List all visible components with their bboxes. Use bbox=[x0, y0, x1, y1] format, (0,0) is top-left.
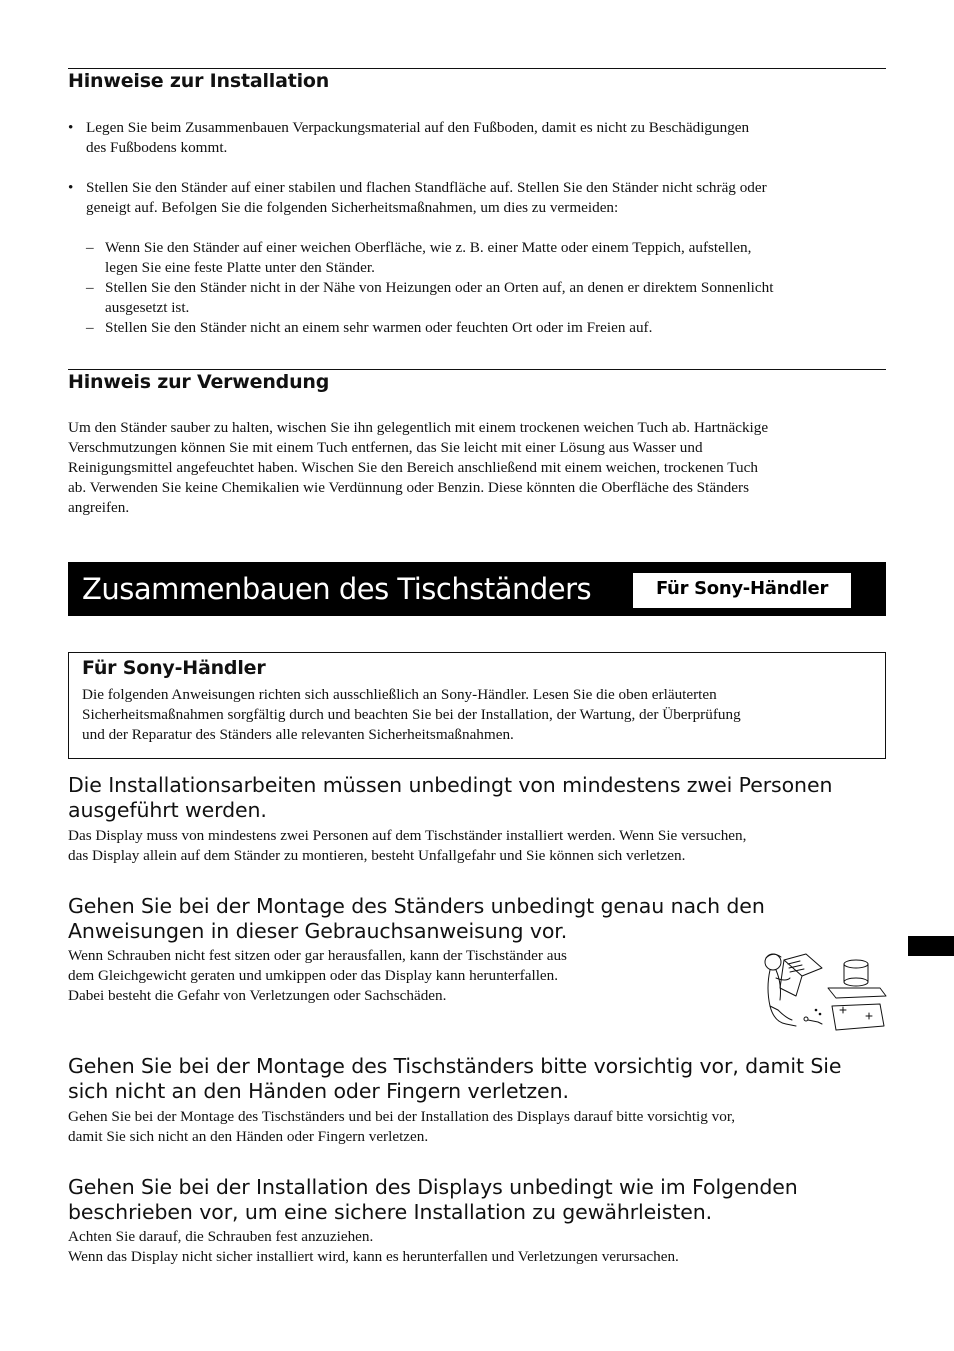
heading-hinweis-verwendung: Hinweis zur Verwendung bbox=[68, 371, 330, 393]
section-rule-verwendung bbox=[68, 369, 886, 370]
warning-heading bbox=[68, 1054, 898, 1104]
list-item-text: geneigt auf. Befolgen Sie die folgenden Sicherheitsmaßnahmen, um dies zu vermeiden: bbox=[86, 199, 619, 216]
bullet-mark: • bbox=[68, 119, 74, 136]
paragraph-line: Dabei besteht die Gefahr von Verletzungen oder Sachschäden. bbox=[68, 987, 447, 1004]
sub-list-item-text: Stellen Sie den Ständer nicht in der Nähe von Heizungen oder an Orten auf, an denen er direktem Sonnenlicht bbox=[105, 279, 774, 296]
warning-text bbox=[68, 826, 898, 866]
warning-heading bbox=[68, 894, 898, 944]
warning-heading-line: Die Installationsarbeiten müssen unbedingt von mindestens zwei Personen bbox=[68, 773, 833, 797]
section-rule-installation bbox=[68, 68, 886, 69]
list-item-text: Legen Sie beim Zusammenbauen Verpackungsmaterial auf den Fußboden, damit es nicht zu Beschädigungen bbox=[86, 119, 750, 136]
paragraph-line: und der Reparatur des Ständers alle relevanten Sicherheitsmaßnahmen. bbox=[82, 726, 514, 743]
warning-heading-line: ausgeführt werden. bbox=[68, 798, 267, 822]
warning-text bbox=[68, 1107, 898, 1147]
paragraph-line: angreifen. bbox=[68, 499, 130, 516]
warning-heading-line: sich nicht an den Händen oder Fingern verletzen. bbox=[68, 1079, 569, 1103]
paragraph-line: Wenn Schrauben nicht fest sitzen oder gar herausfallen, kann der Tischständer aus bbox=[68, 947, 567, 964]
sub-list-item-text: Stellen Sie den Ständer nicht an einem sehr warmen oder feuchten Ort oder im Freien auf. bbox=[105, 319, 653, 336]
list-item-text: des Fußbodens kommt. bbox=[86, 139, 228, 156]
paragraph-line: damit Sie sich nicht an den Händen oder Fingern verletzen. bbox=[68, 1128, 429, 1145]
paragraph-line: Wenn das Display nicht sicher installiert wird, kann es herunterfallen und Verletzungen verursachen. bbox=[68, 1248, 679, 1265]
warning-heading-line: beschrieben vor, um eine sichere Installation zu gewährleisten. bbox=[68, 1200, 713, 1224]
paragraph-line: Achten Sie darauf, die Schrauben fest anzuziehen. bbox=[68, 1228, 374, 1245]
heading-hinweise-installation: Hinweise zur Installation bbox=[68, 70, 330, 92]
warning-text bbox=[68, 1227, 898, 1267]
paragraph-line: Gehen Sie bei der Montage des Tischständers und bei der Installation des Displays darauf bitte vorsichtig vor, bbox=[68, 1108, 736, 1125]
dash-mark: – bbox=[86, 239, 94, 256]
sub-list-item-text: ausgesetzt ist. bbox=[105, 299, 190, 316]
dealer-tag bbox=[633, 573, 851, 608]
dealer-notice-text bbox=[82, 685, 882, 745]
paragraph-line: Reinigungsmittel angefeuchtet haben. Wischen Sie den Bereich anschließend mit einem weichen, trockenen Tuch bbox=[68, 459, 758, 476]
warning-text bbox=[68, 946, 708, 1006]
paragraph-line: Um den Ständer sauber zu halten, wischen Sie ihn gelegentlich mit einem trockenen weichen Tuch ab. Hartnäckige bbox=[68, 419, 769, 436]
warning-heading bbox=[68, 773, 898, 823]
paragraph-line: ab. Verwenden Sie keine Chemikalien wie Verdünnung oder Benzin. Diese könnten die Oberfläche des Ständers bbox=[68, 479, 749, 496]
dash-mark: – bbox=[86, 319, 94, 336]
warning-heading-line: Anweisungen in dieser Gebrauchsanweisung vor. bbox=[68, 919, 568, 943]
paragraph-line: Die folgenden Anweisungen richten sich ausschließlich an Sony-Händler. Lesen Sie die oben erläuterten bbox=[82, 686, 717, 703]
list-item-text: Stellen Sie den Ständer auf einer stabilen und flachen Standfläche auf. Stellen Sie den Ständer nicht schräg oder bbox=[86, 179, 767, 196]
sub-list-item-text: legen Sie eine feste Platte unter den Ständer. bbox=[105, 259, 375, 276]
sub-list-item-text: Wenn Sie den Ständer auf einer weichen Oberfläche, wie z. B. einer Matte oder einem Teppich, aufstellen, bbox=[105, 239, 752, 256]
warning-heading-line: Gehen Sie bei der Installation des Displays unbedingt wie im Folgenden bbox=[68, 1175, 798, 1199]
paragraph-line: Verschmutzungen können Sie mit einem Tuch entfernen, das Sie leicht mit einer Lösung aus Wasser und bbox=[68, 439, 703, 456]
paragraph-verwendung bbox=[68, 418, 888, 518]
paragraph-line: Das Display muss von mindestens zwei Personen auf dem Tischständer installiert werden. Wenn Sie versuchen, bbox=[68, 827, 747, 844]
language-section-tab bbox=[908, 936, 954, 956]
paragraph-line: dem Gleichgewicht geraten und umkippen oder das Display kann herunterfallen. bbox=[68, 967, 559, 984]
paragraph-line: Sicherheitsmaßnahmen sorgfältig durch und beachten Sie bei der Installation, der Wartung, der Überprüfung bbox=[82, 706, 741, 723]
paragraph-line: das Display allein auf dem Ständer zu montieren, besteht Unfallgefahr und Sie können sich verletzen. bbox=[68, 847, 686, 864]
warning-heading-line: Gehen Sie bei der Montage des Ständers unbedingt genau nach den bbox=[68, 894, 765, 918]
chapter-title: Zusammenbauen des Tischständers bbox=[82, 572, 592, 606]
dealer-tag-label: Für Sony-Händler bbox=[655, 578, 829, 599]
dash-mark: – bbox=[86, 279, 94, 296]
manual-reading-illustration bbox=[756, 948, 888, 1032]
warning-heading-line: Gehen Sie bei der Montage des Tischständers bitte vorsichtig vor, damit Sie bbox=[68, 1054, 842, 1078]
warning-heading bbox=[68, 1175, 898, 1225]
bullet-mark: • bbox=[68, 179, 74, 196]
dealer-notice-heading: Für Sony-Händler bbox=[82, 657, 266, 679]
